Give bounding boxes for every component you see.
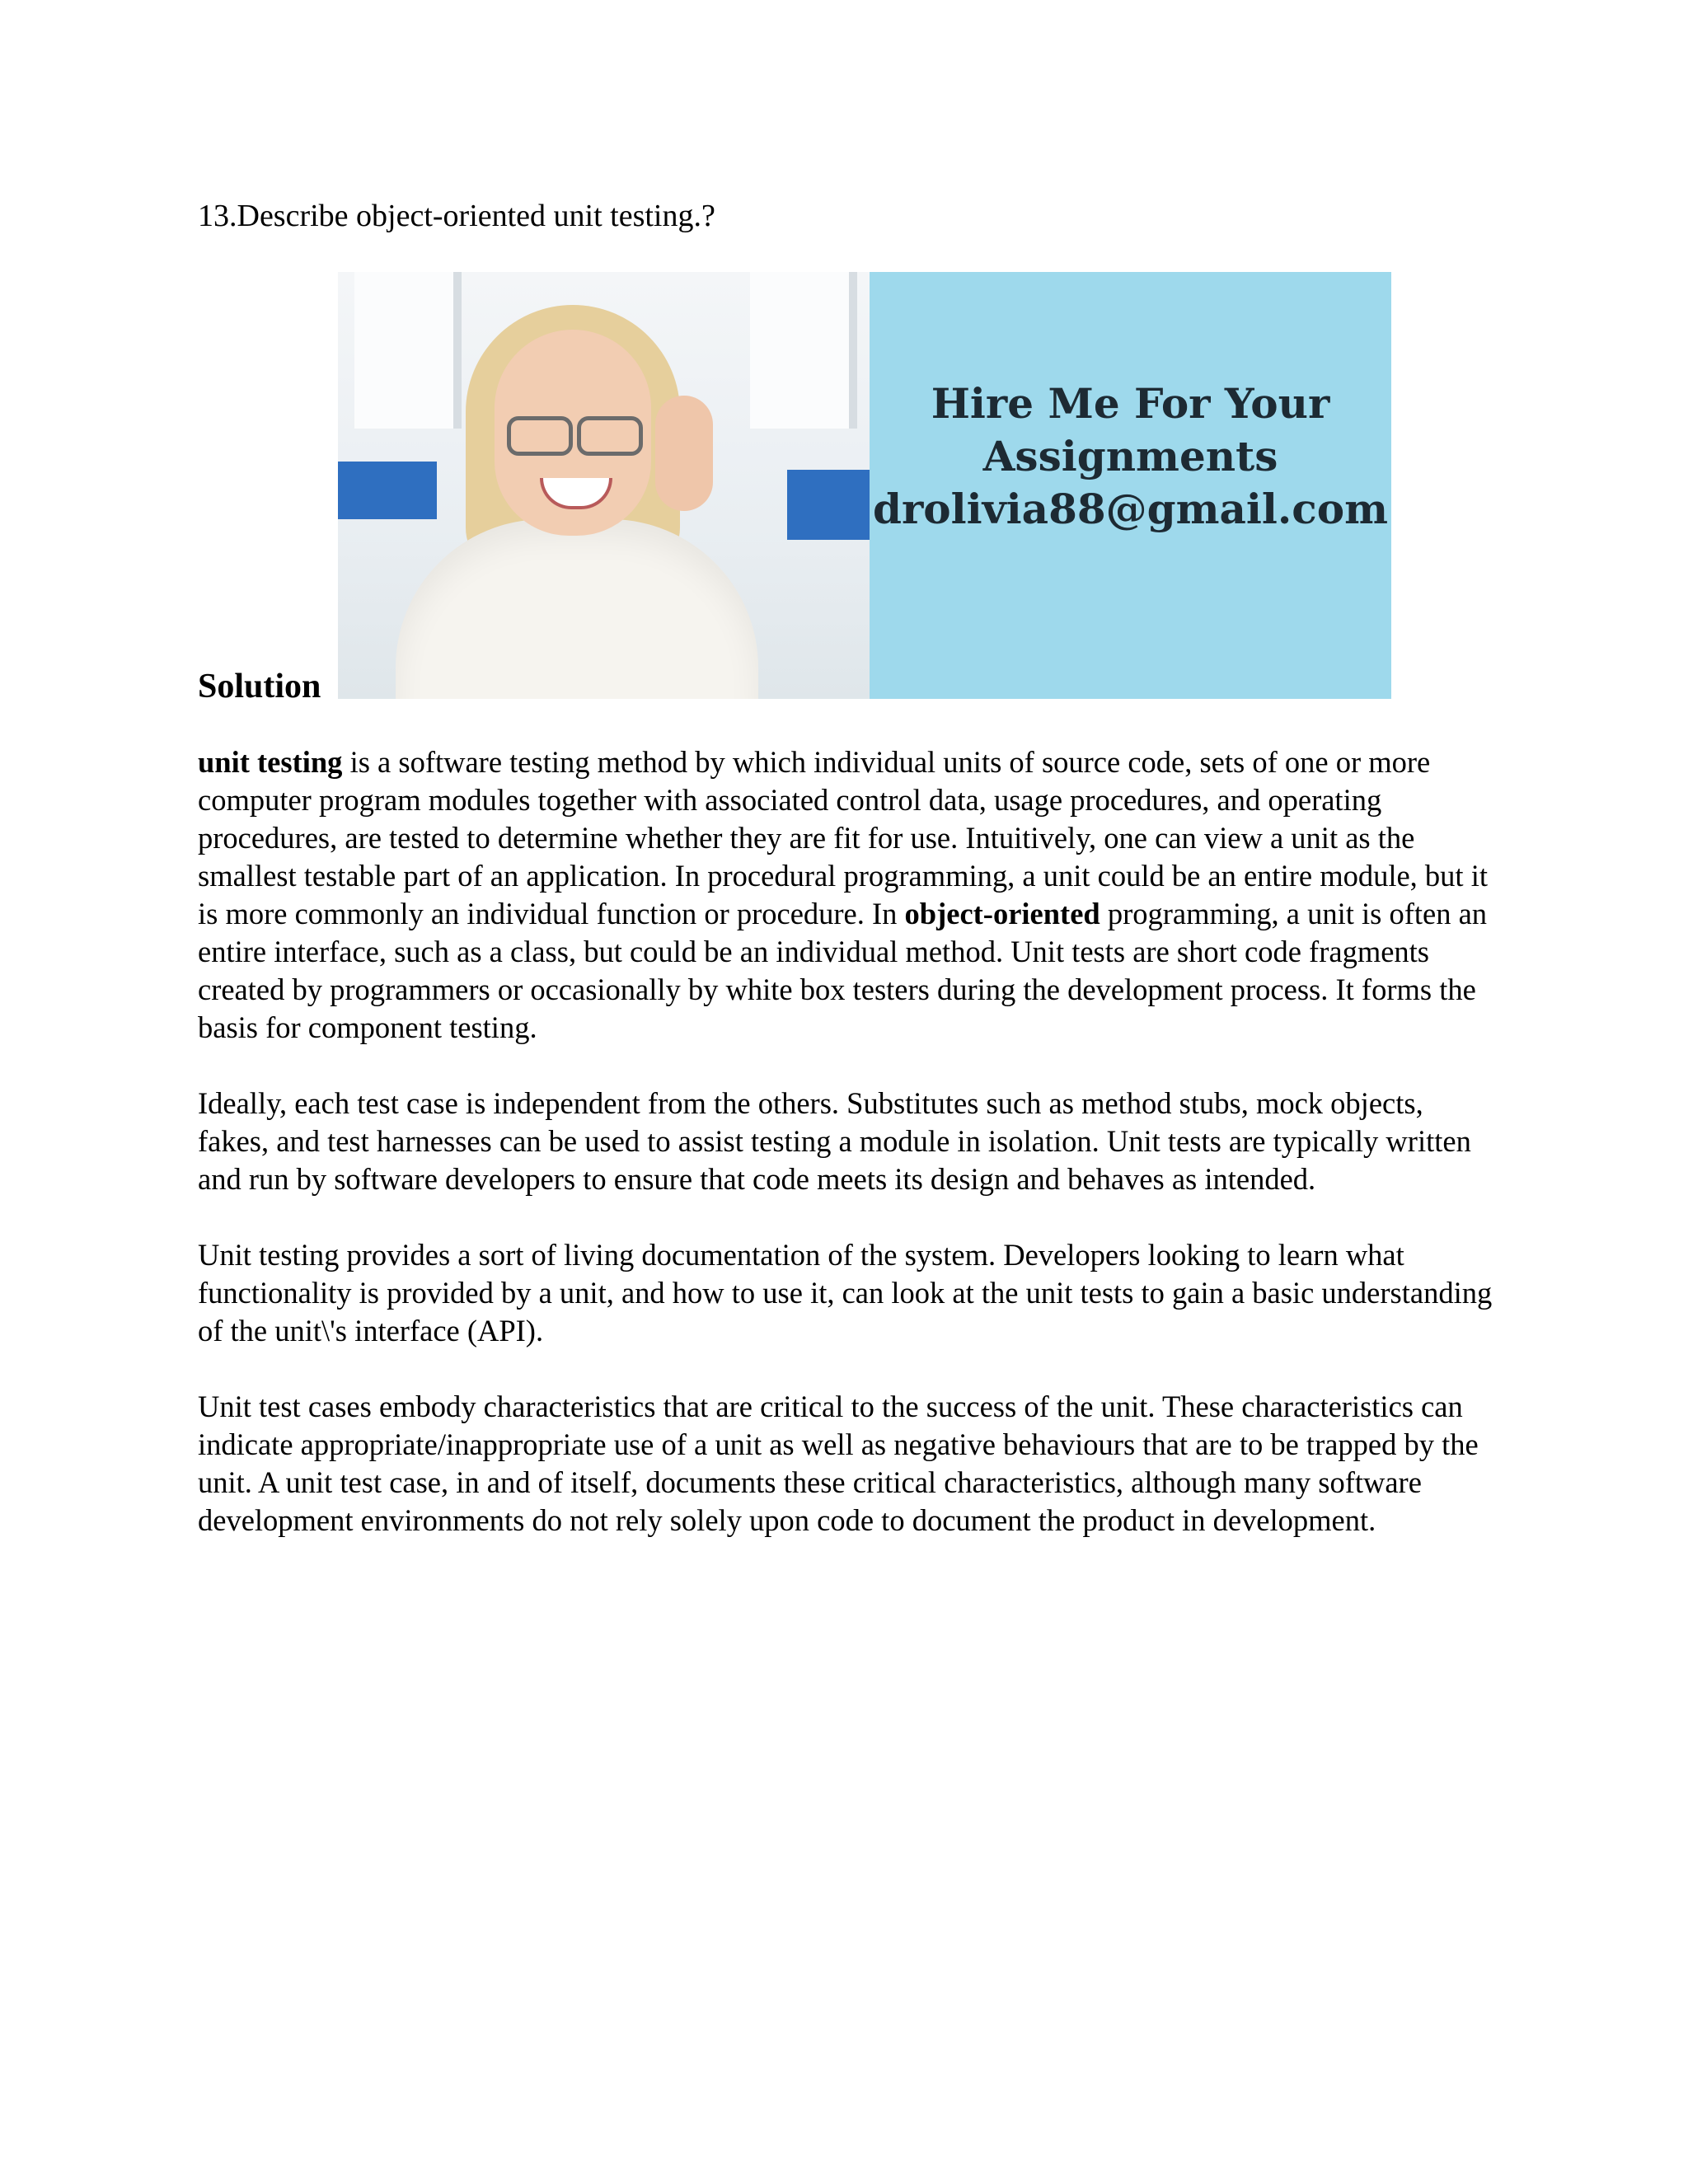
glasses-icon (507, 416, 573, 456)
white-blouse-shape (396, 519, 758, 699)
woman-photo-image (338, 272, 870, 699)
paragraph-1-text: is a software testing method by which individual units of source code, sets of one or more computer program modules together with associated control data, usage procedures, and operating procedures, are tested to determine whether they are fit for use. Intuitively, one can view a unit as the smallest testable part of an application. In procedural programming, a unit could be an entire module, but it is more commonly an individual function or procedure. In (198, 745, 1488, 930)
ad-text (870, 377, 1391, 536)
background-window (354, 272, 462, 429)
paragraph-2: Ideally, each test case is independent from the others. Substitutes such as method stubs, mock objects, fakes, and test harnesses can be used to assist testing a module in isolation. Unit tests are typically written and run by software developers to ensure that code meets its design and behaves as intended. (198, 1086, 1471, 1196)
ad-line-hire: Hire Me For Your (931, 379, 1330, 428)
question-heading: 13.Describe object-oriented unit testing.? (198, 199, 715, 233)
blue-chair-shape (338, 462, 437, 519)
solution-label: Solution (198, 668, 321, 705)
term-unit-testing: unit testing (198, 745, 343, 779)
solution-body (198, 743, 1500, 1577)
background-window (750, 272, 857, 429)
paragraph-3: Unit testing provides a sort of living documentation of the system. Developers looking to learn what functionality is provided by a unit, and how to use it, can look at the unit tests to gain a basic understanding of the unit\'s interface (API). (198, 1238, 1493, 1347)
paragraph-1 (198, 743, 1500, 1047)
paragraph-4: Unit test cases embody characteristics that are critical to the success of the unit. These characteristics can indicate appropriate/inappropriate use of a unit as well as negative behaviours that are to be trapped by the unit. A unit test case, in and of itself, documents these critical characteristics, although many software development environments do not rely solely upon code to document the product in development. (198, 1390, 1479, 1537)
solution-row (198, 272, 1484, 709)
blue-chair-shape (787, 470, 870, 540)
glasses-icon (577, 416, 643, 456)
ad-line-email: drolivia88@gmail.com (872, 485, 1389, 533)
paragraph-1-text-continued: programming, a unit is often an entire interface, such as a class, but could be an individual method. Unit tests are short code fragments created by programmers or occasionally by white box testers during the development process. It forms the basis for component testing. (198, 897, 1488, 1044)
hand-shape (655, 396, 713, 511)
advertisement-banner (338, 272, 1391, 699)
term-object-oriented: object-oriented (904, 897, 1100, 930)
ad-text-panel (870, 272, 1391, 699)
ad-line-assignments: Assignments (982, 432, 1278, 480)
